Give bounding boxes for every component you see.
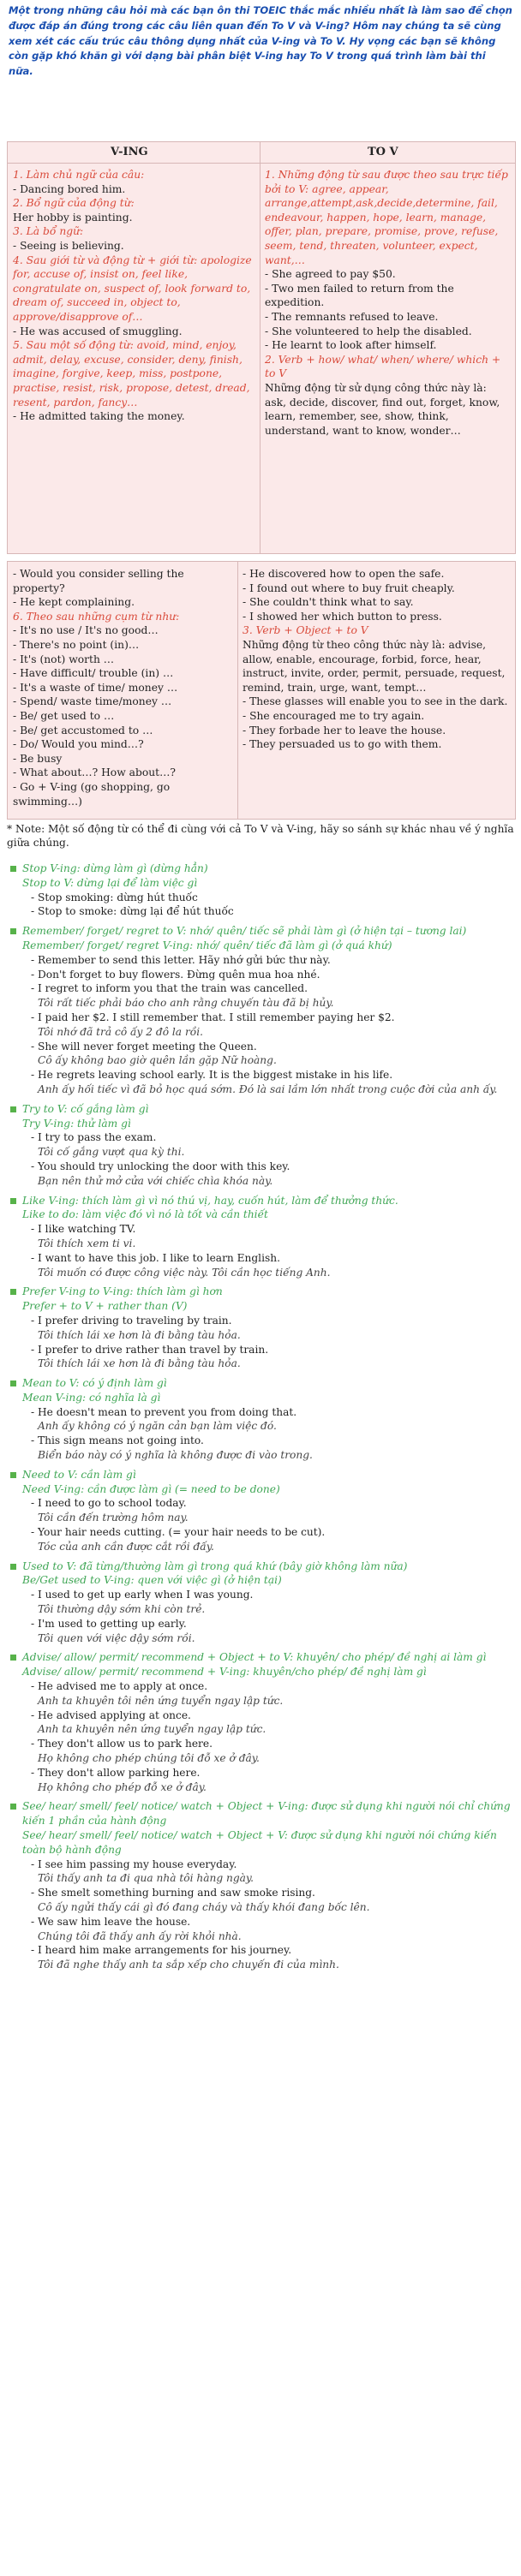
section-heading: 4. Sau giới từ và động từ + giới từ: apologize for, accuse of, insist on, feel like, congratulate on, suspect of, look forward to, dream of, succeed in, object to, approve/disapprove of… bbox=[13, 253, 252, 323]
example-translation: Anh ấy không có ý ngăn cản bạn làm việc đó. bbox=[38, 1420, 277, 1433]
bullet-square-icon bbox=[10, 1655, 16, 1661]
example-sentence: - Remember to send this letter. Hãy nhớ gửi bức thư này. bbox=[31, 953, 331, 966]
example-sentence: - I'm used to getting up early. bbox=[31, 1617, 187, 1630]
ving-column-continued bbox=[13, 567, 234, 808]
rule-heading: Need to V: cần làm gì bbox=[12, 1468, 514, 1482]
ving-column bbox=[13, 168, 255, 424]
example-line: ask, decide, discover, find out, forget, know, learn, remember, see, show, think, understand, want to know, wonder… bbox=[265, 396, 500, 437]
bullet-square-icon bbox=[10, 1472, 16, 1478]
rule-subheading: Stop to V: dừng lại để làm việc gì bbox=[22, 876, 198, 889]
example-translation: Chúng tôi đã thấy anh ấy rời khỏi nhà. bbox=[38, 1929, 242, 1942]
rule-subheading: Be/Get used to V-ing: quen với việc gì (ở hiện tại) bbox=[22, 1574, 282, 1587]
example-translation: Tôi đã nghe thấy anh ta sắp xếp cho chuyến đi của mình. bbox=[38, 1959, 339, 1971]
example-sentence: - Stop smoking: dừng hút thuốc bbox=[31, 891, 198, 903]
example-line: - There's no point (in)… bbox=[13, 638, 140, 651]
example-line: - Two men failed to return from the expedition. bbox=[265, 282, 454, 309]
rule-heading: Remember/ forget/ regret to V: nhớ/ quên/ tiếc sẽ phải làm gì (ở hiện tại – tương lai) bbox=[12, 924, 514, 939]
rule-subheading: Advise/ allow/ permit/ recommend + V-ing: khuyên/cho phép/ đề nghị làm gì bbox=[22, 1666, 427, 1679]
example-line: - He admitted taking the money. bbox=[13, 410, 185, 423]
example-translation: Tôi thích lái xe hơn là đi bằng tàu hỏa. bbox=[38, 1357, 241, 1370]
rule-heading: Mean to V: có ý định làm gì bbox=[12, 1376, 514, 1391]
example-sentence: - I prefer driving to traveling by train. bbox=[31, 1314, 232, 1327]
bullet-square-icon bbox=[10, 1564, 16, 1570]
example-sentence: - He regrets leaving school early. It is the biggest mistake in his life. bbox=[31, 1069, 393, 1082]
example-line: - He was accused of smuggling. bbox=[13, 325, 183, 337]
example-line: - It's no use / It's no good… bbox=[13, 624, 159, 637]
example-sentence: - She will never forget meeting the Queen. bbox=[31, 1040, 257, 1052]
header-tov: TO V bbox=[368, 146, 398, 158]
comparison-table-continued bbox=[7, 561, 516, 820]
example-line: - She couldn't think what to say. bbox=[243, 596, 414, 609]
example-translation: Tôi thích lái xe hơn là đi bằng tàu hỏa. bbox=[38, 1328, 241, 1341]
example-line: - He discovered how to open the safe. bbox=[243, 568, 445, 580]
example-translation: Cô ấy ngửi thấy cái gì đó đang cháy và thấy khói đang bốc lên. bbox=[38, 1900, 370, 1913]
example-translation: Tôi thấy anh ta đi qua nhà tôi hàng ngày. bbox=[38, 1872, 255, 1885]
example-translation: Tôi cố gắng vượt qua kỳ thi. bbox=[38, 1146, 185, 1159]
rule-subheading: Mean V-ing: có nghĩa là gì bbox=[22, 1391, 161, 1404]
example-sentence: - She smelt something burning and saw smoke rising. bbox=[31, 1887, 315, 1899]
example-line: - It's a waste of time/ money … bbox=[13, 681, 178, 694]
example-line: - Go + V-ing (go shopping, go swimming…) bbox=[13, 780, 171, 808]
example-sentence: - I want to have this job. I like to learn English. bbox=[31, 1251, 280, 1264]
example-sentence: - We saw him leave the house. bbox=[31, 1915, 191, 1928]
example-translation: Anh ấy hối tiếc vì đã bỏ học quá sớm. Đó là sai lầm lớn nhất trong cuộc đời của anh ấy. bbox=[38, 1082, 498, 1095]
example-line: - Do/ Would you mind…? bbox=[13, 738, 144, 751]
rule-heading: Prefer V-ing to V-ing: thích làm gì hơn bbox=[12, 1285, 514, 1299]
example-line: Her hobby is painting. bbox=[13, 211, 133, 224]
bullet-square-icon bbox=[10, 1198, 16, 1204]
example-line: - They forbade her to leave the house. bbox=[243, 724, 446, 736]
rule-heading: Like V-ing: thích làm gì vì nó thú vị, hay, cuốn hút, làm để thưởng thức. bbox=[12, 1194, 514, 1208]
example-line: - Be/ get used to … bbox=[13, 709, 115, 722]
example-translation: Tóc của anh cần được cắt rồi đấy. bbox=[38, 1540, 214, 1553]
example-translation: Tôi nhớ đã trả cô ấy 2 đô la rồi. bbox=[38, 1025, 204, 1038]
example-sentence: - I like watching TV. bbox=[31, 1223, 136, 1236]
bullet-square-icon bbox=[10, 1380, 16, 1386]
section-heading: 1. Làm chủ ngữ của câu: bbox=[13, 169, 145, 181]
example-translation: Tôi thường dậy sớm khi còn trẻ. bbox=[38, 1603, 206, 1616]
example-sentence: - I heard him make arrangements for his journey. bbox=[31, 1944, 292, 1957]
section-heading: 3. Là bổ ngữ: bbox=[13, 225, 84, 238]
intro-paragraph: Một trong những câu hỏi mà các bạn ôn thi TOEIC thắc mắc nhiều nhất là làm sao để chọn được đáp án đúng trong các câu liên quan đến To V và V-ing? Hôm nay chúng ta sẽ cùng xem xét các cấu trúc câu thông dụng nhất của V-ing và To V. Hy vọng các bạn sẽ không còn gặp khó khăn gì với dạng bài phân biệt V-ing hay To V trong quá trình làm bài thi nữa. bbox=[9, 4, 512, 78]
rule-heading: Advise/ allow/ permit/ recommend + Object + to V: khuyên/ cho phép/ đề nghị ai làm gì bbox=[12, 1650, 514, 1665]
example-line: Những động từ sử dụng công thức này là: bbox=[265, 381, 487, 394]
rule-heading: Used to V: đã từng/thường làm gì trong quá khứ (bây giờ không làm nữa) bbox=[12, 1559, 514, 1574]
example-line: - I found out where to buy fruit cheaply. bbox=[243, 581, 455, 594]
example-sentence: - He doesn't mean to prevent you from doing that. bbox=[31, 1405, 297, 1418]
example-translation: Bạn nên thử mở cửa với chiếc chìa khóa này. bbox=[38, 1174, 273, 1187]
example-sentence: - I try to pass the exam. bbox=[31, 1131, 157, 1144]
bullet-square-icon bbox=[10, 866, 16, 872]
section-heading: 1. Những động từ sau được theo sau trực tiếp bởi to V: agree, appear, arrange,attempt,ask,decide,determine, fail, endeavour, happen, hope, learn, manage, offer, plan, prepare, promise, prove, refuse, seem, tend, threaten, volunteer, expect, want,… bbox=[265, 169, 508, 266]
example-sentence: - Stop to smoke: dừng lại để hút thuốc bbox=[31, 905, 234, 918]
comparison-table bbox=[7, 141, 516, 554]
example-sentence: - Your hair needs cutting. (= your hair needs to be cut). bbox=[31, 1526, 326, 1539]
column-divider bbox=[237, 562, 238, 819]
example-line: - It's (not) worth … bbox=[13, 653, 115, 665]
rule-subheading: See/ hear/ smell/ feel/ notice/ watch + Object + V: được sử dụng khi người nói chứng kiến toàn bộ hành động bbox=[22, 1829, 497, 1856]
example-sentence: - I need to go to school today. bbox=[31, 1497, 187, 1510]
example-sentence: - I paid her $2. I still remember that. I still remember paying her $2. bbox=[31, 1011, 395, 1023]
section-heading: 2. Bổ ngữ của động từ: bbox=[13, 197, 135, 210]
example-sentence: - You should try unlocking the door with this key. bbox=[31, 1160, 290, 1172]
tov-column-continued bbox=[243, 567, 510, 752]
example-sentence: - Don't forget to buy flowers. Đừng quên mua hoa nhé. bbox=[31, 968, 320, 981]
rule-heading: See/ hear/ smell/ feel/ notice/ watch + Object + V-ing: được sử dụng khi người nói chỉ chứng kiến 1 phần của hành động bbox=[12, 1799, 514, 1828]
example-line: - I showed her which button to press. bbox=[243, 610, 442, 623]
section-heading: 2. Verb + how/ what/ when/ where/ which + to V bbox=[265, 353, 501, 380]
example-line: - Be busy bbox=[13, 752, 63, 765]
example-line: - Spend/ waste time/money … bbox=[13, 695, 172, 708]
rule-subheading: Prefer + to V + rather than (V) bbox=[22, 1300, 188, 1313]
bullet-square-icon bbox=[10, 928, 16, 934]
example-line: - What about…? How about…? bbox=[13, 766, 176, 779]
example-sentence: - They don't allow parking here. bbox=[31, 1766, 201, 1779]
bullet-square-icon bbox=[10, 1804, 16, 1810]
example-sentence: - This sign means not going into. bbox=[31, 1434, 204, 1447]
example-translation: Tôi cần đến trường hôm nay. bbox=[38, 1512, 189, 1524]
example-translation: Tôi rất tiếc phải báo cho anh rằng chuyến tàu đã bị hủy. bbox=[38, 997, 334, 1010]
rule-subheading: Remember/ forget/ regret V-ing: nhớ/ quên/ tiếc đã làm gì (ở quá khứ) bbox=[22, 939, 392, 951]
example-line: - Seeing is believing. bbox=[13, 239, 124, 252]
header-ving: V-ING bbox=[111, 146, 148, 158]
bullet-square-icon bbox=[10, 1289, 16, 1295]
example-translation: Cô ấy không bao giờ quên lần gặp Nữ hoàng. bbox=[38, 1054, 277, 1067]
example-line: - These glasses will enable you to see in the dark. bbox=[243, 695, 508, 708]
example-sentence: - I used to get up early when I was young. bbox=[31, 1589, 254, 1601]
section-heading: 6. Theo sau những cụm từ như: bbox=[13, 610, 180, 623]
example-translation: Biển báo này có ý nghĩa là không được đi vào trong. bbox=[38, 1449, 313, 1462]
section-heading: 5. Sau một số động từ: avoid, mind, enjoy, admit, delay, excuse, consider, deny, finish, imagine, forgive, keep, miss, postpone, practise, resist, risk, propose, detest, dread, resent, pardon, fancy… bbox=[13, 339, 250, 408]
table-header bbox=[8, 142, 515, 164]
example-translation: Họ không cho phép đỗ xe ở đây. bbox=[38, 1780, 207, 1793]
example-sentence: - I regret to inform you that the train was cancelled. bbox=[31, 982, 308, 995]
example-sentence: - They don't allow us to park here. bbox=[31, 1738, 213, 1750]
example-line: - He learnt to look after himself. bbox=[265, 339, 437, 352]
rule-heading: Try to V: cố gắng làm gì bbox=[12, 1102, 514, 1117]
section-heading: 3. Verb + Object + to V bbox=[243, 624, 368, 637]
example-line: - She volunteered to help the disabled. bbox=[265, 325, 472, 337]
example-sentence: - I prefer to drive rather than travel by train. bbox=[31, 1343, 269, 1356]
notes-list bbox=[12, 856, 514, 1972]
example-translation: Anh ta khuyên nên ứng tuyển ngay lập tức. bbox=[38, 1723, 266, 1736]
example-line: - Be/ get accustomed to … bbox=[13, 724, 153, 736]
example-line: - She encouraged me to try again. bbox=[243, 709, 425, 722]
example-line: - She agreed to pay $50. bbox=[265, 268, 396, 281]
rule-heading: Stop V-ing: dừng làm gì (dừng hẳn) bbox=[12, 862, 514, 876]
example-line: - Would you consider selling the property? bbox=[13, 568, 184, 594]
example-translation: Họ không cho phép chúng tôi đỗ xe ở đây. bbox=[38, 1752, 260, 1765]
example-sentence: - He advised me to apply at once. bbox=[31, 1680, 208, 1693]
example-sentence: - I see him passing my house everyday. bbox=[31, 1857, 237, 1870]
example-translation: Tôi quen với việc dậy sớm rồi. bbox=[38, 1631, 195, 1644]
tov-column bbox=[265, 168, 510, 438]
rule-subheading: Like to do: làm việc đó vì nó là tốt và cần thiết bbox=[22, 1208, 268, 1221]
example-translation: Tôi muốn có được công việc này. Tôi cần học tiếng Anh. bbox=[38, 1266, 331, 1279]
bullet-square-icon bbox=[10, 1106, 16, 1112]
example-translation: Anh ta khuyên tôi nên ứng tuyển ngay lập tức. bbox=[38, 1694, 284, 1707]
example-line: - Dancing bored him. bbox=[13, 182, 126, 195]
example-line: - Have difficult/ trouble (in) … bbox=[13, 667, 174, 680]
rule-subheading: Try V-ing: thử làm gì bbox=[22, 1117, 131, 1130]
example-sentence: - He advised applying at once. bbox=[31, 1708, 191, 1721]
example-line: - He kept complaining. bbox=[13, 596, 135, 609]
example-line: - The remnants refused to leave. bbox=[265, 310, 439, 323]
example-line: - They persuaded us to go with them. bbox=[243, 738, 442, 751]
example-translation: Tôi thích xem ti vi. bbox=[38, 1237, 136, 1249]
note-paragraph: * Note: Một số động từ có thể đi cùng với cả To V và V-ing, hãy so sánh sự khác nhau về ý nghĩa giữa chúng. bbox=[7, 823, 514, 850]
example-line: Những động từ theo công thức này là: advise, allow, enable, encourage, forbid, force, hear, instruct, invite, order, permit, persuade, request, remind, train, urge, want, tempt… bbox=[243, 638, 506, 694]
rule-subheading: Need V-ing: cần được làm gì (= need to be done) bbox=[22, 1482, 280, 1495]
